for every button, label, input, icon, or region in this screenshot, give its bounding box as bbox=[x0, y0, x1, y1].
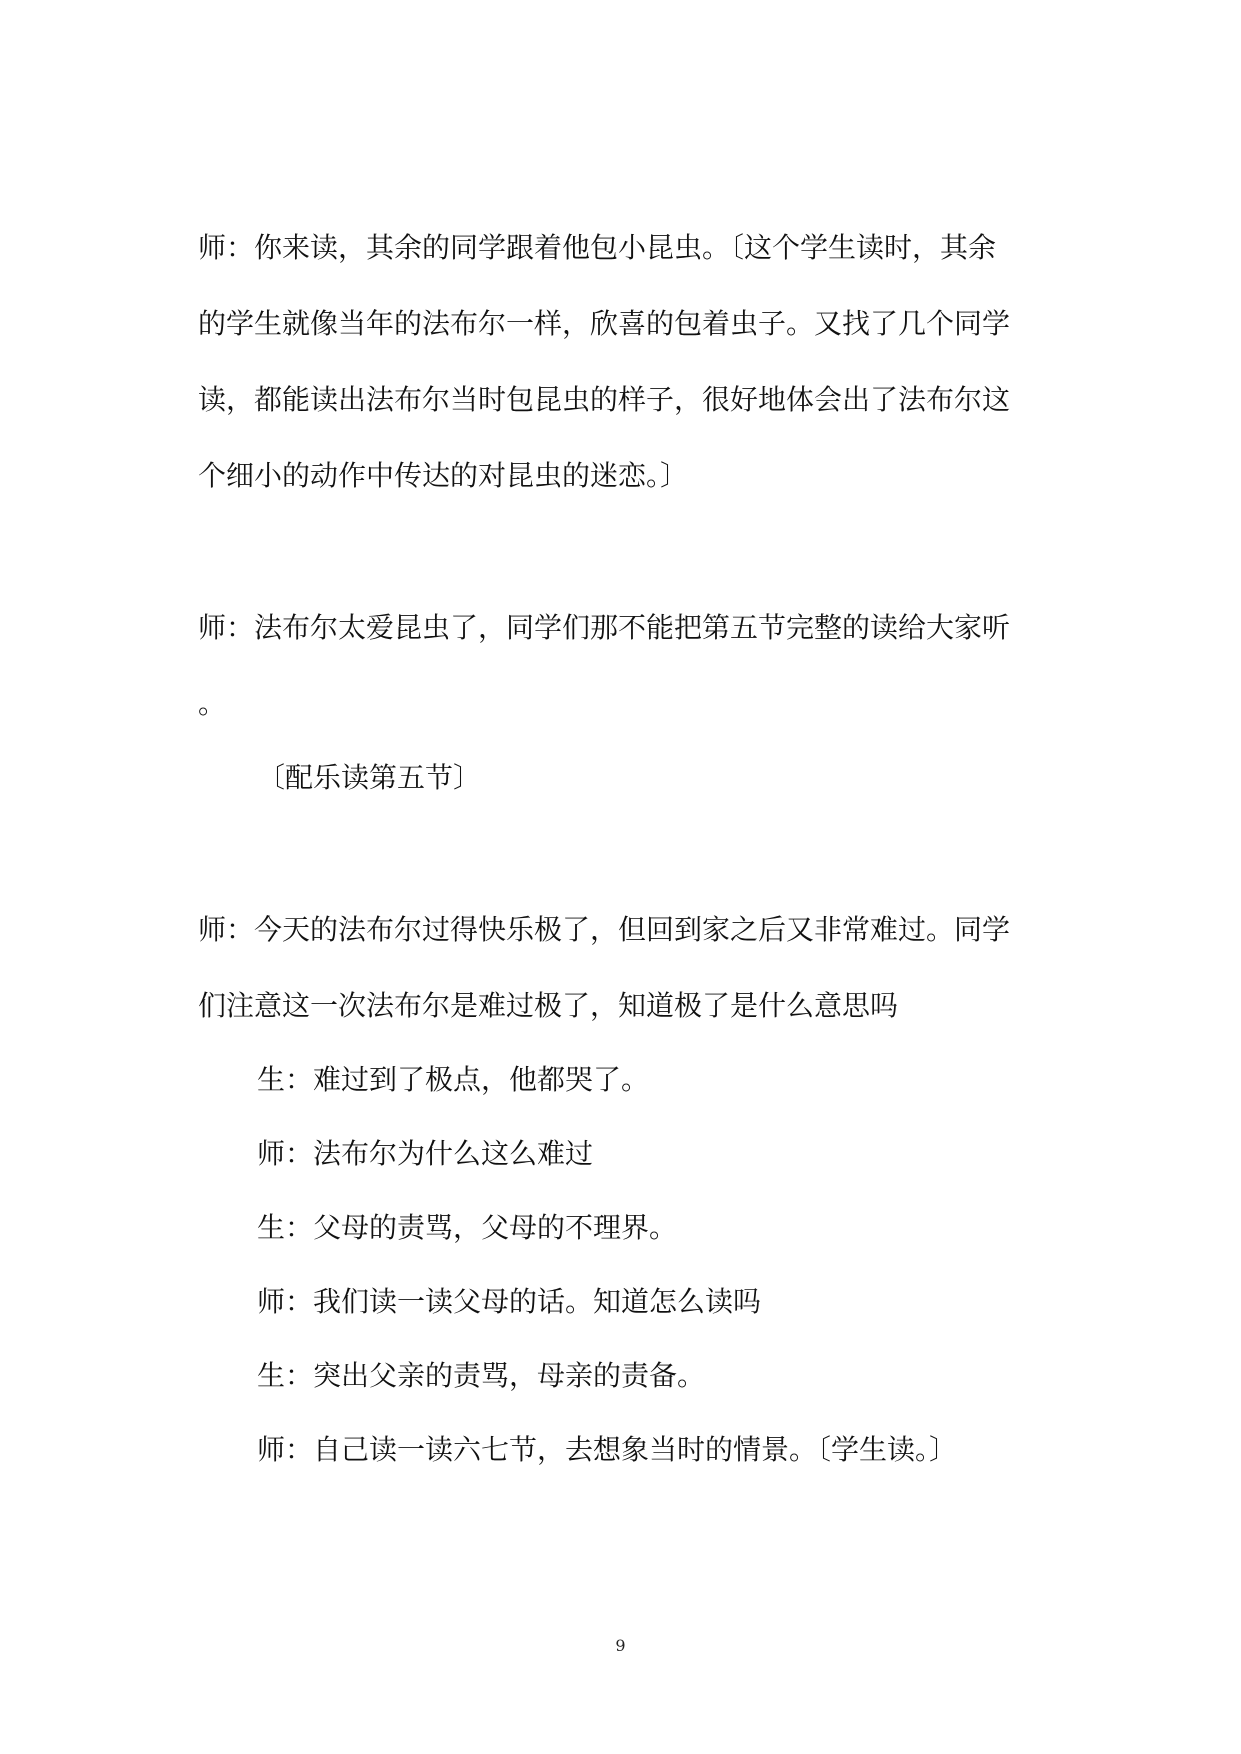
text-line: 师：法布尔太爱昆虫了，同学们那不能把第五节完整的读给大家听 bbox=[198, 611, 1011, 644]
text-line: 〔配乐读第五节〕 bbox=[257, 761, 482, 794]
text-line: 师：今天的法布尔过得快乐极了，但回到家之后又非常难过。同学 bbox=[198, 913, 1011, 946]
text-line: 们注意这一次法布尔是难过极了，知道极了是什么意思吗 bbox=[198, 989, 899, 1022]
text-line: 个细小的动作中传达的对昆虫的迷恋。〕 bbox=[198, 459, 689, 492]
text-line: 生：父母的责骂，父母的不理界。 bbox=[257, 1211, 678, 1244]
text-line: 生：突出父亲的责骂，母亲的责备。 bbox=[257, 1359, 706, 1392]
text-line: 生：难过到了极点，他都哭了。 bbox=[257, 1063, 650, 1096]
page-number: 9 bbox=[615, 1636, 626, 1655]
text-line: 师：法布尔为什么这么难过 bbox=[257, 1137, 594, 1170]
text-line: 。 bbox=[198, 687, 227, 720]
text-line: 的学生就像当年的法布尔一样，欣喜的包着虫子。又找了几个同学 bbox=[198, 307, 1011, 340]
text-line: 读，都能读出法布尔当时包昆虫的样子，很好地体会出了法布尔这 bbox=[198, 383, 1011, 416]
text-line: 师：你来读，其余的同学跟着他包小昆虫。〔这个学生读时，其余 bbox=[198, 231, 997, 264]
text-line: 师：自己读一读六七节，去想象当时的情景。〔学生读。〕 bbox=[257, 1433, 958, 1466]
text-line: 师：我们读一读父母的话。知道怎么读吗 bbox=[257, 1285, 762, 1318]
